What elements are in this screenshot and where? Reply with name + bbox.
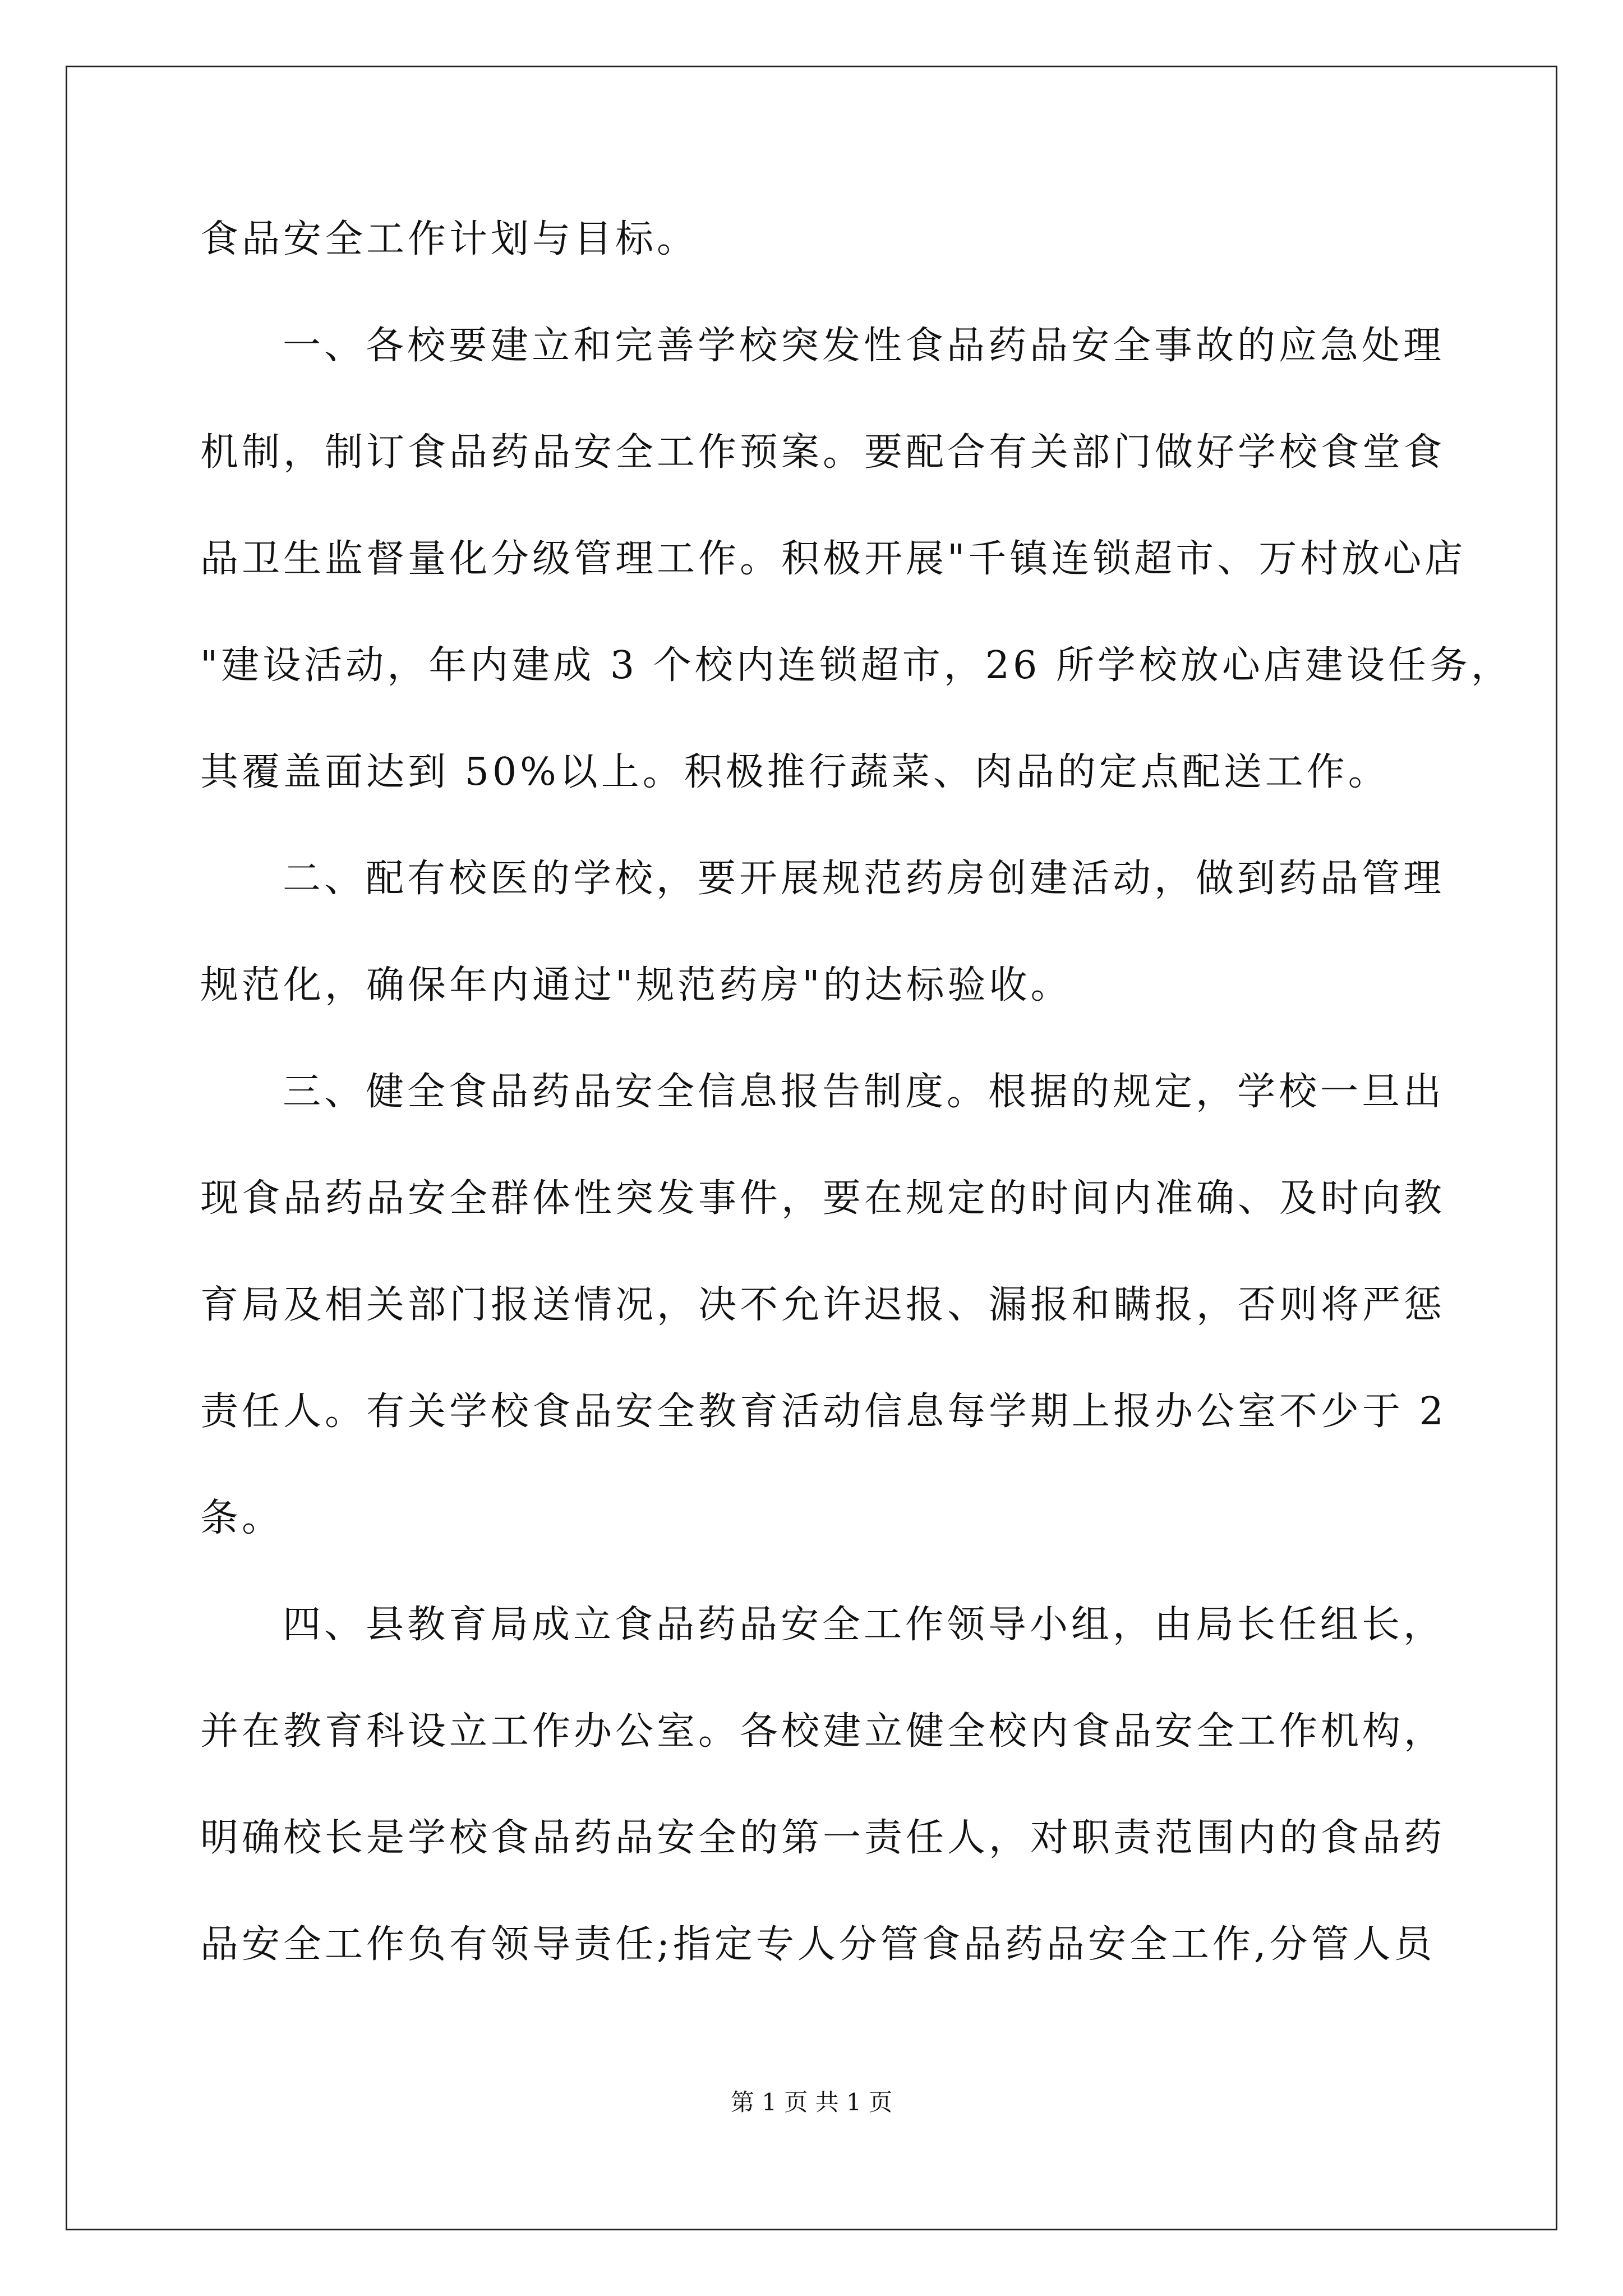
- text-line: 规范化，确保年内通过"规范药房"的达标验收。: [200, 963, 1072, 1007]
- text-line: 品卫生监督量化分级管理工作。积极开展"千镇连锁超市、万村放心店: [200, 537, 1467, 581]
- text-line: 责任人。有关学校食品安全教育活动信息每学期上报办公室不少于 2: [200, 1389, 1447, 1434]
- page-footer: 第 1 页 共 1 页: [730, 2088, 893, 2116]
- text-line: 并在教育科设立工作办公室。各校建立健全校内食品安全工作机构，: [200, 1709, 1446, 1754]
- text-line: 明确校长是学校食品药品安全的第一责任人，对职责范围内的食品药: [200, 1816, 1446, 1860]
- text-line: 二、配有校医的学校，要开展规范药房创建活动，做到药品管理: [283, 857, 1445, 901]
- text-line: 三、健全食品药品安全信息报告制度。根据的规定，学校一旦出: [283, 1070, 1445, 1114]
- document-body: [200, 209, 1513, 2021]
- text-line: 其覆盖面达到 50%以上。积极推行蔬菜、肉品的定点配送工作。: [200, 750, 1390, 794]
- text-line: 现食品药品安全群体性突发事件，要在规定的时间内准确、及时向教: [200, 1176, 1446, 1221]
- text-line: 食品安全工作计划与目标。: [200, 217, 699, 261]
- text-line: 机制，制订食品药品安全工作预案。要配合有关部门做好学校食堂食: [200, 430, 1446, 475]
- text-line: 品安全工作负有领导责任;指定专人分管食品药品安全工作,分管人员: [200, 1922, 1436, 1967]
- text-line: 育局及相关部门报送情况，决不允许迟报、漏报和瞒报，否则将严惩: [200, 1283, 1446, 1327]
- text-line: "建设活动，年内建成 3 个校内连锁超市，26 所学校放心店建设任务，: [200, 643, 1513, 688]
- text-line: 一、各校要建立和完善学校突发性食品药品安全事故的应急处理: [283, 324, 1445, 368]
- text-line: 四、县教育局成立食品药品安全工作领导小组，由局长任组长，: [283, 1603, 1445, 1647]
- text-line: 条。: [200, 1496, 284, 1540]
